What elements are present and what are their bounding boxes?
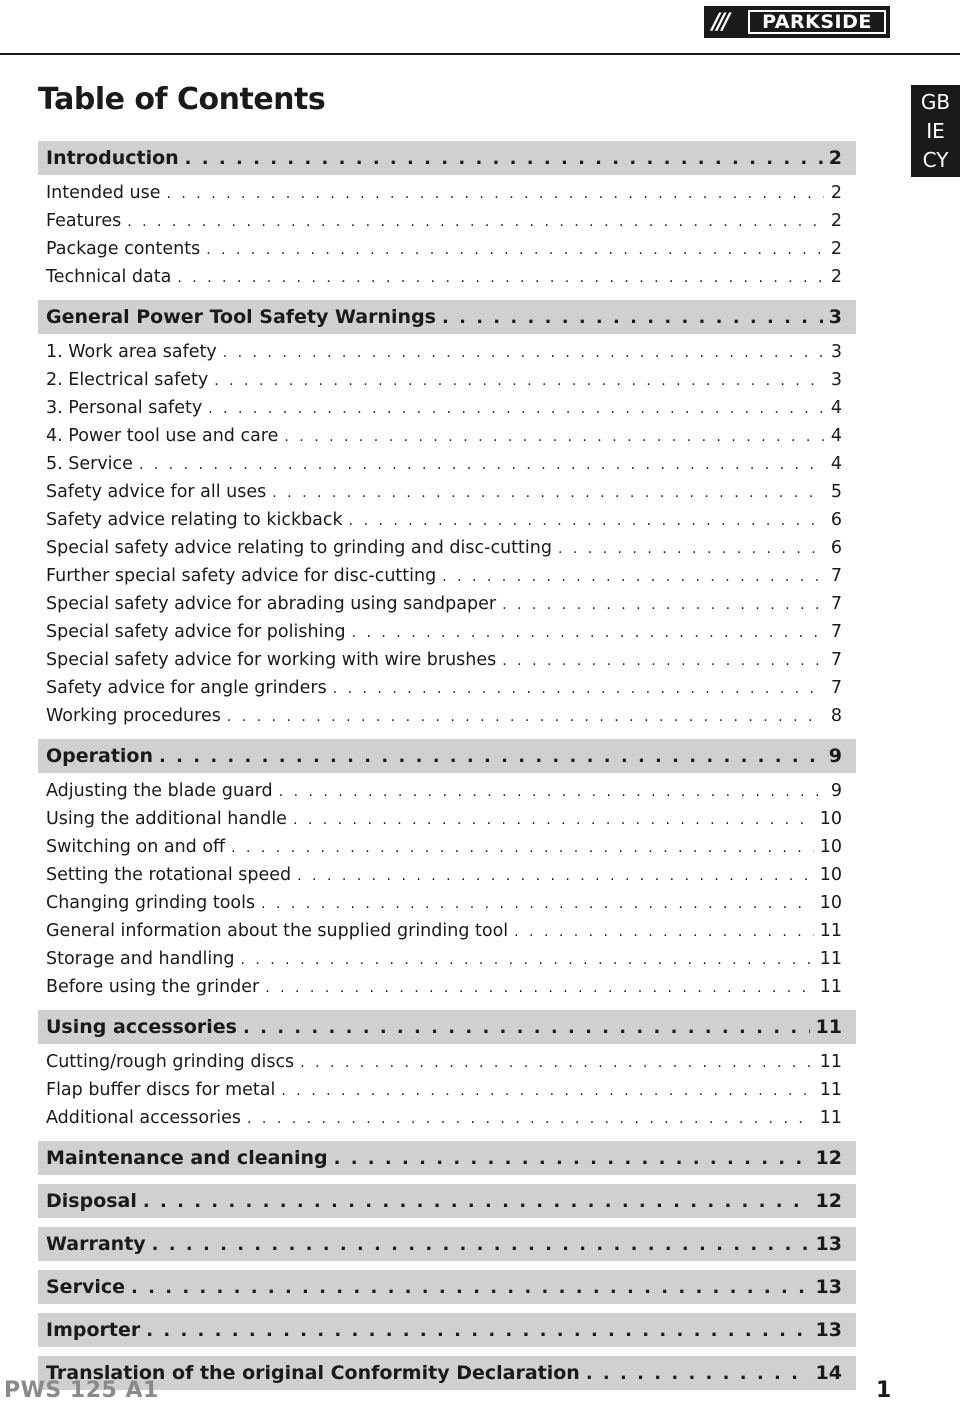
toc-item-title: Adjusting the blade guard [46,781,273,801]
dot-leader [185,148,823,175]
dot-leader [300,1055,814,1076]
footer-page-number: 1 [876,1378,892,1403]
toc-item-page: 4 [830,426,842,446]
dot-leader [240,952,813,973]
dot-leader [284,429,824,450]
header-rule [0,53,960,55]
dot-leader [208,401,824,422]
toc-item-title: 2. Electrical safety [46,370,209,390]
toc-section-row[interactable] [38,1010,856,1044]
toc-section-row[interactable] [38,300,856,334]
page-title: Table of Contents [38,82,326,117]
dot-leader [261,896,814,917]
toc-item-row[interactable] [38,450,856,478]
toc-item-page: 7 [830,650,842,670]
toc-item-row[interactable] [38,207,856,235]
toc-section-row[interactable] [38,1270,856,1304]
dot-leader [349,513,824,534]
dot-leader [143,1191,810,1218]
toc-item-page: 11 [819,1108,842,1128]
toc-section-page: 11 [815,1016,842,1038]
toc-section-title: Warranty [46,1233,146,1255]
toc-section-title: Operation [46,745,154,767]
toc-item-row[interactable] [38,422,856,450]
toc-item-title: Switching on and off [46,837,226,857]
toc-item-title: Safety advice for all uses [46,482,267,502]
toc-item-title: Package contents [46,239,201,259]
toc-item-row[interactable] [38,534,856,562]
toc-item-row[interactable] [38,917,856,945]
dot-leader [334,1148,810,1175]
language-code: GB [920,89,951,114]
dot-leader [514,924,814,945]
toc-section-page: 2 [828,147,842,169]
logo-name-box [748,10,886,34]
language-code: CY [922,147,949,172]
toc-item-row[interactable] [38,263,856,291]
toc-item-row[interactable] [38,833,856,861]
toc-item-page: 11 [819,977,842,997]
toc-item-page: 11 [819,921,842,941]
toc-item-page: 5 [830,482,842,502]
toc-item-row[interactable] [38,777,856,805]
toc-section-page: 12 [815,1190,842,1212]
toc-item-row[interactable] [38,338,856,366]
toc-item-title: Special safety advice for working with wire brushes [46,650,497,670]
dot-leader [206,242,824,263]
language-tab [911,85,960,177]
toc-item-page: 7 [830,678,842,698]
toc-item-row[interactable] [38,179,856,207]
toc-item-page: 2 [830,239,842,259]
dot-leader [146,1320,809,1347]
toc-section-title: Introduction [46,147,179,169]
toc-item-title: Setting the rotational speed [46,865,292,885]
toc-item-page: 7 [830,566,842,586]
toc-item-page: 8 [830,706,842,726]
dot-leader [502,597,824,618]
dot-leader [333,681,824,702]
toc-item-title: Using the additional handle [46,809,287,829]
toc-section-page: 13 [815,1319,842,1341]
toc-item-row[interactable] [38,618,856,646]
toc-item-title: Flap buffer discs for metal [46,1080,276,1100]
toc-item-title: Before using the grinder [46,977,260,997]
toc-item-row[interactable] [38,702,856,730]
toc-item-page: 10 [819,837,842,857]
dot-leader [159,746,823,773]
toc-item-row[interactable] [38,562,856,590]
toc-section-row[interactable] [38,1184,856,1218]
toc-item-row[interactable] [38,394,856,422]
toc-section-page: 9 [828,745,842,767]
toc-item-title: Changing grinding tools [46,893,256,913]
toc-section-page: 3 [828,306,842,328]
table-of-contents [38,137,856,1394]
toc-item-title: 4. Power tool use and care [46,426,279,446]
toc-section-title: Disposal [46,1190,137,1212]
toc-item-page: 3 [830,370,842,390]
dot-leader [223,345,824,366]
dot-leader [131,1277,810,1304]
toc-item-row[interactable] [38,889,856,917]
toc-item-title: Working procedures [46,706,221,726]
toc-item-row[interactable] [38,506,856,534]
toc-item-title: Further special safety advice for disc-cutting [46,566,437,586]
toc-item-page: 2 [830,183,842,203]
footer-model-number: PWS 125 A1 [4,1378,159,1403]
toc-item-title: Safety advice for angle grinders [46,678,327,698]
dot-leader [152,1234,810,1261]
toc-item-title: 5. Service [46,454,133,474]
toc-item-title: Technical data [46,267,172,287]
toc-section-title: Maintenance and cleaning [46,1147,328,1169]
dot-leader [502,653,824,674]
toc-item-title: 3. Personal safety [46,398,203,418]
toc-section-title: Using accessories [46,1016,237,1038]
dot-leader [586,1363,810,1390]
toc-item-page: 6 [830,510,842,530]
toc-item-page: 2 [830,211,842,231]
dot-leader [139,457,824,478]
toc-item-row[interactable] [38,366,856,394]
toc-item-page: 9 [830,781,842,801]
dot-leader [442,307,823,334]
dot-leader [265,980,813,1001]
dot-leader [127,214,824,235]
dot-leader [279,784,824,805]
toc-section-page: 12 [815,1147,842,1169]
dot-leader [297,868,814,889]
logo-slashes: /// [712,9,728,35]
toc-item-row[interactable] [38,235,856,263]
dot-leader [227,709,824,730]
toc-item-page: 10 [819,893,842,913]
toc-item-row[interactable] [38,805,856,833]
dot-leader [247,1111,814,1132]
toc-item-page: 2 [830,267,842,287]
toc-section-row[interactable] [38,1356,856,1390]
toc-section-title: Service [46,1276,125,1298]
toc-item-row[interactable] [38,590,856,618]
dot-leader [281,1083,813,1104]
logo-brand-name: PARKSIDE [762,11,872,33]
dot-leader [352,625,824,646]
toc-item-page: 6 [830,538,842,558]
toc-item-row[interactable] [38,1076,856,1104]
toc-section-title: Translation of the original Conformity Declaration [46,1362,580,1384]
parkside-logo [704,6,890,38]
toc-item-title: Special safety advice relating to grinding and disc-cutting [46,538,552,558]
toc-item-title: 1. Work area safety [46,342,217,362]
dot-leader [243,1017,810,1044]
toc-section-row[interactable] [38,1313,856,1347]
toc-section-page: 13 [815,1233,842,1255]
dot-leader [272,485,824,506]
toc-section-row[interactable] [38,1141,856,1175]
language-code: IE [926,118,945,143]
toc-item-title: Safety advice relating to kickback [46,510,343,530]
toc-section-title: Importer [46,1319,141,1341]
toc-item-title: Cutting/rough grinding discs [46,1052,295,1072]
dot-leader [558,541,824,562]
dot-leader [214,373,824,394]
toc-item-row[interactable] [38,674,856,702]
toc-item-page: 4 [830,398,842,418]
toc-item-page: 10 [819,865,842,885]
toc-item-page: 3 [830,342,842,362]
dot-leader [293,812,814,833]
toc-item-row[interactable] [38,1104,856,1132]
toc-item-page: 11 [819,949,842,969]
toc-section-row[interactable] [38,739,856,773]
dot-leader [442,569,824,590]
toc-section-row[interactable] [38,141,856,175]
toc-section-page: 14 [815,1362,842,1384]
toc-item-row[interactable] [38,646,856,674]
toc-item-row[interactable] [38,1048,856,1076]
toc-item-page: 4 [830,454,842,474]
toc-item-title: Storage and handling [46,949,235,969]
toc-item-row[interactable] [38,861,856,889]
toc-item-row[interactable] [38,973,856,1001]
toc-item-title: Features [46,211,122,231]
toc-item-title: Special safety advice for polishing [46,622,346,642]
toc-item-page: 11 [819,1052,842,1072]
toc-item-title: Additional accessories [46,1108,242,1128]
toc-item-row[interactable] [38,945,856,973]
toc-item-title: General information about the supplied grinding tool [46,921,509,941]
dot-leader [167,186,825,207]
toc-section-title: General Power Tool Safety Warnings [46,306,436,328]
dot-leader [177,270,824,291]
toc-item-title: Special safety advice for abrading using sandpaper [46,594,497,614]
toc-item-page: 7 [830,594,842,614]
toc-section-row[interactable] [38,1227,856,1261]
toc-item-row[interactable] [38,478,856,506]
dot-leader [231,840,814,861]
toc-section-page: 13 [815,1276,842,1298]
toc-item-page: 10 [819,809,842,829]
toc-item-title: Intended use [46,183,161,203]
toc-item-page: 11 [819,1080,842,1100]
toc-item-page: 7 [830,622,842,642]
